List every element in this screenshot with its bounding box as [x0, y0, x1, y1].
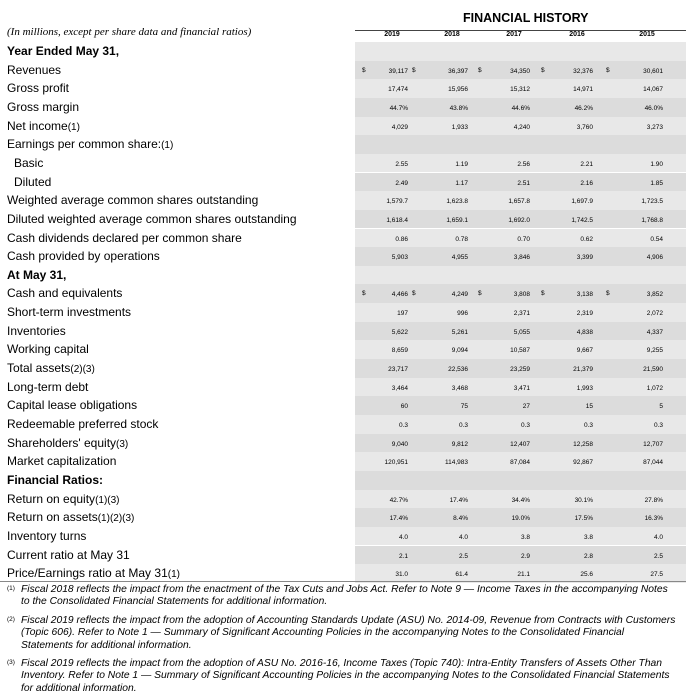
row-label-text: Net income: [7, 118, 68, 133]
row-label-text: Earnings per common share:: [7, 137, 162, 152]
row-label: [14, 175, 51, 189]
row-label: [7, 324, 66, 338]
value-2017: 2.56: [517, 160, 530, 168]
value-2015: 46.0%: [644, 104, 663, 112]
table-row: [0, 452, 686, 471]
year-2017: 2017: [506, 31, 522, 38]
value-2015: 4,337: [646, 328, 663, 336]
value-2017: 0.3: [520, 422, 530, 429]
value-2017: 12,407: [510, 440, 530, 448]
footnote-divider: [0, 581, 686, 582]
footnote-ref: (1)(3): [95, 494, 120, 506]
dollar-sign: $: [606, 290, 610, 298]
table-row: [0, 508, 686, 527]
row-label-text: Working capital: [7, 342, 89, 357]
value-2019: 39,117: [388, 67, 408, 75]
value-2018: 114,983: [444, 459, 468, 467]
row-label: [7, 268, 66, 282]
row-label: [7, 193, 258, 207]
table-row: [0, 98, 686, 117]
year-2015: 2015: [639, 31, 655, 38]
table-row: [0, 135, 686, 154]
value-2018: 61.4: [455, 571, 468, 579]
footnote-text: Fiscal 2019 reflects the impact from the adoption of Accounting Standards Update (ASU) No. 2014-09, Revenue from Contracts with Customers (Topic 606). Refer to Note 1 — Summary of Significant Accounting Policies in the accompanying Notes to the Consolidated Financial Statements for additional information.: [21, 615, 676, 651]
dollar-sign: $: [541, 66, 545, 74]
table-row: [0, 284, 686, 303]
row-label: [7, 342, 89, 356]
footnote-ref: (1): [67, 121, 80, 133]
table-row: [0, 434, 686, 453]
value-2019: 2.1: [398, 552, 408, 560]
value-2015: 1.85: [650, 179, 663, 187]
row-label: [7, 231, 242, 245]
footnote-mark: (3): [7, 659, 15, 666]
value-2015: 9,255: [646, 347, 663, 355]
row-label-text: Gross profit: [7, 81, 70, 96]
dollar-sign: $: [606, 66, 610, 74]
value-2019: 4,466: [391, 291, 408, 299]
row-label-text: Cash provided by operations: [7, 249, 160, 264]
footnote: [7, 658, 677, 695]
table-row: [0, 378, 686, 397]
table-row: [0, 340, 686, 359]
value-2015: 1.90: [650, 160, 663, 168]
row-label: [7, 436, 128, 450]
value-2015: 0.54: [650, 235, 663, 243]
table-row: [0, 117, 686, 136]
table-row: [0, 527, 686, 546]
value-2015: 5: [659, 403, 663, 411]
row-label: [7, 249, 160, 263]
value-2015: 16.3%: [644, 515, 663, 523]
value-2017: 10,587: [510, 347, 530, 355]
row-label: [7, 44, 119, 58]
value-2019: 42.7%: [389, 496, 408, 504]
year-2019: 2019: [384, 31, 400, 38]
row-label: [7, 473, 103, 487]
value-2016: 4,838: [576, 328, 593, 336]
value-2016: 46.2%: [574, 104, 593, 112]
value-2017: 34.4%: [511, 496, 530, 504]
value-2015: 27.5: [650, 571, 663, 579]
row-label: [7, 63, 61, 77]
row-label-text: Diluted: [14, 174, 52, 189]
value-2018: 4.0: [458, 533, 468, 541]
value-2017: 27: [522, 403, 530, 411]
row-label: [7, 566, 180, 580]
row-label-text: Long-term debt: [7, 379, 89, 394]
value-2017: 23,259: [510, 366, 530, 374]
row-label: [7, 510, 134, 524]
row-label: [7, 286, 122, 300]
table-row: [0, 546, 686, 565]
value-2017: 3,471: [513, 384, 530, 392]
row-label: [7, 119, 80, 133]
value-2016: 17.5%: [574, 515, 593, 523]
value-2016: 2.16: [580, 179, 593, 187]
value-2018: 3,468: [451, 384, 468, 392]
row-label-text: Basic: [14, 155, 44, 170]
value-2015: 3,852: [646, 291, 663, 299]
value-2015: 14,067: [643, 86, 663, 94]
value-2017: 3,808: [513, 291, 530, 299]
footnote-text: Fiscal 2019 reflects the impact from the adoption of ASU No. 2016-16, Income Taxes (Topic 740): Intra-Entity Transfers of Assets Other Than Inventory. Refer to Note 1 — Summary of Significant Accounting Policies in the accompanying Notes to the Consolidated Financial Statements for additional information.: [21, 658, 670, 694]
value-2019: 60: [400, 403, 408, 411]
value-2018: 15,956: [448, 86, 468, 94]
row-label-text: Inventories: [7, 323, 66, 338]
value-2016: 2,319: [576, 310, 593, 318]
year-2016: 2016: [569, 31, 585, 38]
value-2019: 1,618.4: [386, 216, 408, 224]
value-2018: 22,536: [448, 366, 468, 374]
value-2018: 1,623.8: [446, 198, 468, 206]
value-2017: 2.9: [520, 552, 530, 560]
value-2018: 996: [457, 310, 468, 318]
row-label-text: Short-term investments: [7, 305, 132, 320]
page-title: FINANCIAL HISTORY: [463, 11, 589, 25]
value-2019: 2.49: [395, 179, 408, 187]
dollar-sign: $: [478, 290, 482, 298]
value-2018: 4,955: [451, 254, 468, 262]
dollar-sign: $: [478, 66, 482, 74]
value-2016: 2.8: [583, 552, 593, 560]
value-2018: 5,261: [451, 328, 468, 336]
row-label-text: Capital lease obligations: [7, 398, 138, 413]
value-2018: 1.19: [455, 160, 468, 168]
table-row: [0, 191, 686, 210]
value-2015: 4.0: [653, 533, 663, 541]
value-2018: 36,397: [448, 67, 468, 75]
value-2016: 15: [585, 403, 593, 411]
value-2015: 3,273: [646, 123, 663, 131]
value-2019: 0.3: [398, 422, 408, 429]
row-label-text: Shareholders' equity: [7, 435, 117, 450]
value-2016: 3.8: [583, 533, 593, 541]
value-2017: 15,312: [510, 86, 530, 94]
dollar-sign: $: [412, 66, 416, 74]
row-label: [7, 361, 95, 375]
row-label-text: Price/Earnings ratio at May 31: [7, 566, 168, 581]
table-row: [0, 247, 686, 266]
row-label: [7, 380, 88, 394]
row-label: [7, 417, 158, 431]
table-row: [0, 229, 686, 248]
row-label-text: Inventory turns: [7, 528, 87, 543]
value-2015: 4,906: [646, 254, 663, 262]
row-label: [7, 492, 120, 506]
value-2019: 1,579.7: [386, 198, 408, 206]
table-row: [0, 42, 686, 61]
value-2017: 4,240: [513, 123, 530, 131]
value-2015: 1,072: [646, 384, 663, 392]
footnote-ref: (1): [167, 569, 180, 581]
value-2019: 3,464: [391, 384, 408, 392]
value-2017: 5,055: [513, 328, 530, 336]
value-2015: 2,072: [646, 310, 663, 318]
value-2015: 30,601: [643, 67, 663, 75]
value-2019: 5,903: [391, 254, 408, 262]
row-label-text: Total assets: [7, 361, 71, 376]
row-label-text: Redeemable preferred stock: [7, 417, 159, 431]
value-2016: 3,138: [576, 291, 593, 299]
value-2018: 0.78: [455, 235, 468, 243]
row-label: [7, 81, 69, 95]
value-2016: 2.21: [580, 160, 593, 168]
value-2019: 0.86: [395, 235, 408, 243]
table-row: [0, 173, 686, 192]
table-row: [0, 210, 686, 229]
value-2017: 3.8: [520, 533, 530, 541]
footnote-ref: (1): [161, 140, 174, 152]
footnote: [7, 584, 677, 609]
row-label-text: Year Ended May 31,: [7, 44, 120, 58]
row-label: [14, 156, 43, 170]
value-2017: 2.51: [517, 179, 530, 187]
row-label-text: Current ratio at May 31: [7, 547, 130, 562]
value-2018: 9,094: [451, 347, 468, 355]
value-2016: 25.6: [580, 571, 593, 579]
value-2015: 27.8%: [644, 496, 663, 504]
footnote: [7, 615, 677, 652]
row-label-text: Cash and equivalents: [7, 286, 123, 301]
value-2018: 17.4%: [449, 496, 468, 504]
table-row: [0, 303, 686, 322]
value-2018: 1.17: [455, 179, 468, 187]
row-label: [7, 529, 86, 543]
row-label-text: Weighted average common shares outstanding: [7, 193, 259, 208]
row-label: [7, 305, 131, 319]
row-label: [7, 398, 137, 412]
table-row: [0, 359, 686, 378]
value-2015: 12,707: [643, 440, 663, 448]
footnote-ref: (2)(3): [70, 364, 95, 376]
row-label: [7, 548, 130, 562]
row-label-text: Cash dividends declared per common share: [7, 230, 242, 245]
value-2019: 17.4%: [389, 515, 408, 523]
value-2016: 1,697.9: [571, 198, 593, 206]
row-label: [7, 212, 297, 226]
value-2016: 0.62: [580, 235, 593, 243]
table-row: [0, 322, 686, 341]
value-2018: 4,249: [451, 291, 468, 299]
title-bar: [355, 8, 686, 31]
value-2015: 21,590: [643, 366, 663, 374]
row-label-text: Market capitalization: [7, 454, 117, 469]
value-2016: 14,971: [573, 86, 593, 94]
value-2019: 4.0: [398, 533, 408, 541]
table-row: [0, 396, 686, 415]
value-2019: 5,622: [391, 328, 408, 336]
value-2015: 1,768.8: [641, 216, 663, 224]
value-2015: 87,044: [643, 459, 663, 467]
value-2017: 44.6%: [511, 104, 530, 112]
value-2015: 0.3: [653, 422, 663, 429]
value-2018: 75: [460, 403, 468, 411]
footnote-text: Fiscal 2018 reflects the impact from the enactment of the Tax Cuts and Jobs Act. Refer to Note 9 — Income Taxes in the accompanying Notes to the Consolidated Financial Statements for additional information.: [21, 584, 668, 608]
value-2016: 92,867: [573, 459, 593, 467]
value-2019: 2.55: [395, 160, 408, 168]
footnote-ref: (3): [116, 438, 129, 450]
value-2016: 9,667: [576, 347, 593, 355]
value-2019: 8,659: [391, 347, 408, 355]
value-2017: 19.0%: [511, 515, 530, 523]
value-2017: 21.1: [517, 571, 530, 579]
value-2018: 1,659.1: [446, 216, 468, 224]
row-label-text: Diluted weighted average common shares outstanding: [7, 211, 297, 226]
value-2016: 3,399: [576, 254, 593, 262]
dollar-sign: $: [541, 290, 545, 298]
value-2019: 197: [397, 310, 408, 318]
footnote-mark: (2): [7, 616, 15, 623]
year-2018: 2018: [444, 31, 460, 38]
table-row: [0, 490, 686, 509]
value-2017: 0.70: [517, 235, 530, 243]
value-2015: 1,723.5: [641, 198, 663, 206]
table-row: [0, 564, 686, 583]
value-2017: 1,692.0: [508, 216, 530, 224]
value-2019: 44.7%: [389, 104, 408, 112]
table-row: [0, 61, 686, 80]
dollar-sign: $: [362, 290, 366, 298]
value-2018: 0.3: [458, 422, 468, 429]
row-label: [7, 100, 79, 114]
value-2019: 9,040: [391, 440, 408, 448]
value-2017: 34,350: [510, 67, 530, 75]
table-row: [0, 79, 686, 98]
table-row: [0, 415, 686, 434]
row-label: [7, 137, 173, 151]
dollar-sign: $: [362, 66, 366, 74]
value-2016: 0.3: [583, 422, 593, 429]
value-2016: 1,742.5: [571, 216, 593, 224]
footnote-mark: (1): [7, 585, 15, 592]
value-2017: 87,084: [510, 459, 530, 467]
value-2018: 9,812: [451, 440, 468, 448]
value-2018: 8.4%: [453, 515, 468, 523]
value-2017: 2,371: [513, 310, 530, 318]
row-label-text: At May 31,: [7, 267, 67, 282]
value-2017: 1,657.8: [508, 198, 530, 206]
table-row: [0, 471, 686, 490]
row-label-text: Return on assets: [7, 510, 98, 525]
value-2019: 23,717: [388, 366, 408, 374]
value-2019: 31.0: [395, 571, 408, 579]
value-2016: 1,993: [576, 384, 593, 392]
value-2018: 2.5: [458, 552, 468, 560]
row-label-text: Gross margin: [7, 99, 80, 114]
value-2015: 2.5: [653, 552, 663, 560]
value-2019: 4,029: [391, 123, 408, 131]
value-2018: 43.8%: [449, 104, 468, 112]
row-label-text: Return on equity: [7, 491, 96, 506]
row-label: [7, 454, 116, 468]
units-note: (In millions, except per share data and financial ratios): [7, 26, 252, 38]
dollar-sign: $: [412, 290, 416, 298]
value-2017: 3,846: [513, 254, 530, 262]
value-2019: 120,951: [384, 459, 408, 467]
value-2016: 30.1%: [574, 496, 593, 504]
value-2016: 32,376: [573, 67, 593, 75]
value-2016: 21,379: [573, 366, 593, 374]
row-label-text: Revenues: [7, 62, 62, 77]
value-2016: 3,760: [576, 123, 593, 131]
table-row: [0, 266, 686, 285]
table-row: [0, 154, 686, 173]
value-2019: 17,474: [388, 86, 408, 94]
row-label-text: Financial Ratios:: [7, 472, 104, 487]
year-header: [355, 30, 686, 42]
value-2016: 12,258: [573, 440, 593, 448]
footnote-ref: (1)(2)(3): [97, 513, 135, 525]
value-2018: 1,933: [451, 123, 468, 131]
